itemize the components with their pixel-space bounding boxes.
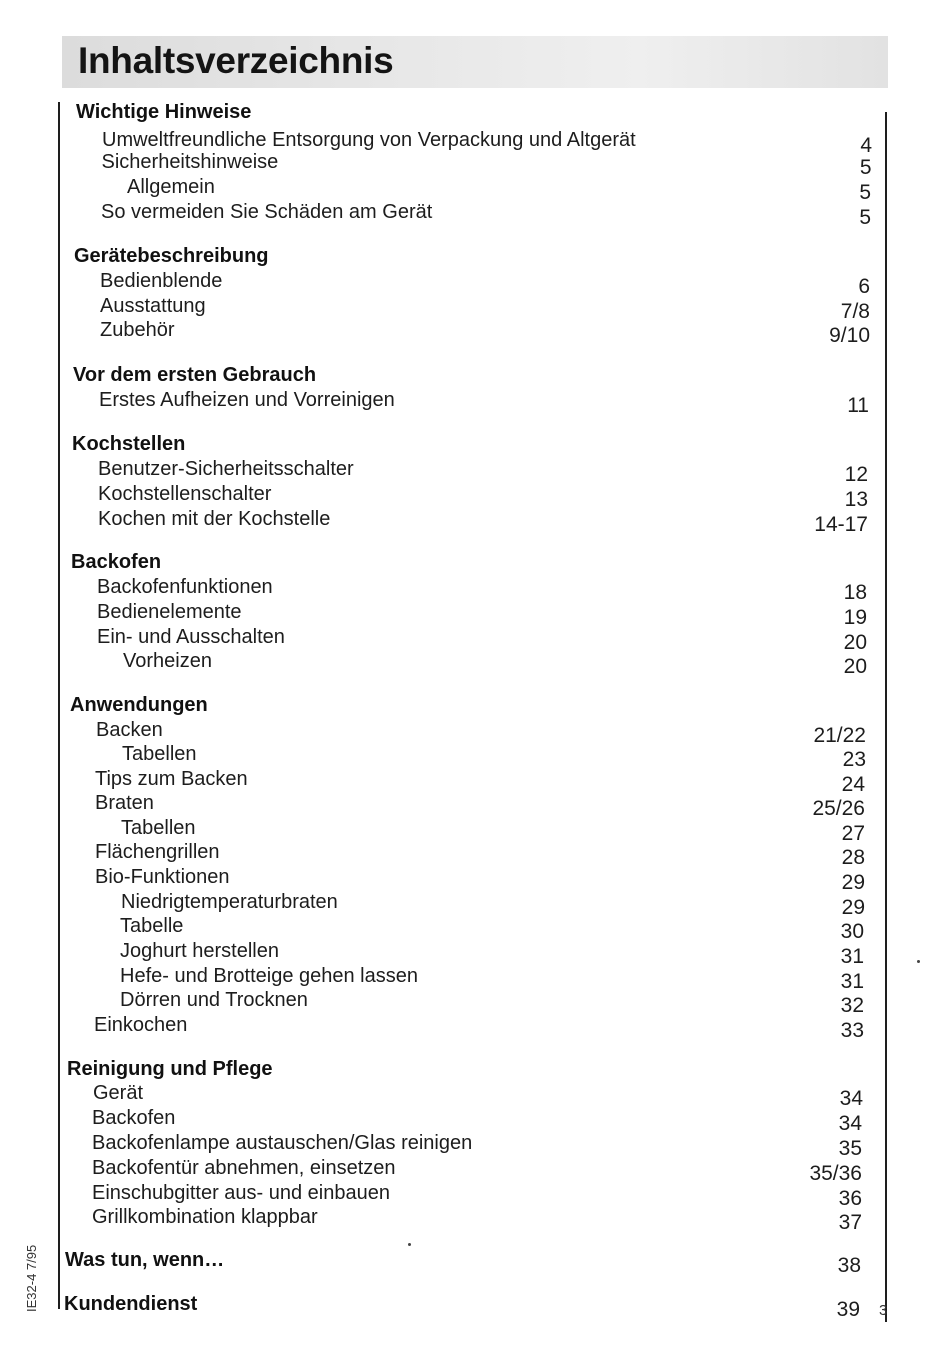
toc-label: Backofen bbox=[92, 1107, 176, 1129]
toc-label: Backen bbox=[96, 719, 163, 741]
toc-label: Einschubgitter aus- und einbauen bbox=[92, 1182, 390, 1204]
toc-page-number: 31 bbox=[840, 970, 864, 993]
toc-entry bbox=[0, 1012, 942, 1042]
toc-label: Einkochen bbox=[94, 1014, 188, 1036]
toc-section-heading bbox=[0, 1056, 941, 1082]
toc-label: Kochen mit der Kochstelle bbox=[98, 508, 331, 530]
toc-entry bbox=[0, 717, 944, 747]
print-speck bbox=[917, 960, 920, 963]
toc-page-number: 37 bbox=[838, 1211, 862, 1234]
document-code: IE32-4 7/95 bbox=[24, 1244, 39, 1312]
toc-entry bbox=[0, 456, 946, 486]
toc-entry bbox=[0, 741, 944, 771]
toc-page-number: 21/22 bbox=[813, 724, 866, 747]
toc-label: Vor dem ersten Gebrauch bbox=[73, 364, 317, 386]
toc-label: Zubehör bbox=[100, 319, 175, 341]
toc-page-number: 30 bbox=[840, 920, 864, 943]
page-title: Inhaltsverzeichnis bbox=[78, 40, 394, 81]
toc-page-number: 28 bbox=[841, 846, 865, 869]
toc-label: Dörren und Trocknen bbox=[120, 989, 308, 1011]
toc-label: Hefe- und Brotteige gehen lassen bbox=[120, 965, 418, 987]
toc-entry bbox=[0, 1204, 940, 1234]
toc-section-heading bbox=[0, 99, 950, 125]
toc-entry bbox=[0, 481, 946, 511]
toc-page-number: 27 bbox=[841, 822, 865, 845]
toc-label: Sicherheitshinweise bbox=[101, 151, 279, 173]
toc-section-heading bbox=[0, 549, 945, 575]
toc-page-number: 29 bbox=[841, 871, 865, 894]
toc-label: Umweltfreundliche Entsorgung von Verpackung und Altgerät bbox=[102, 129, 636, 151]
toc-label: Braten bbox=[95, 792, 154, 814]
toc-label: Kundendienst bbox=[64, 1293, 198, 1315]
toc-page-number: 25/26 bbox=[812, 797, 865, 820]
toc-label: Niedrigtemperaturbraten bbox=[121, 891, 338, 913]
toc-entry bbox=[0, 790, 943, 820]
toc-page-number: 6 bbox=[858, 275, 870, 298]
toc-entry bbox=[0, 1130, 940, 1160]
toc-label: Gerätebeschreibung bbox=[74, 245, 269, 267]
toc-label: Tips zum Backen bbox=[95, 768, 248, 790]
toc-entry bbox=[0, 624, 945, 654]
toc-label: Anwendungen bbox=[70, 694, 208, 716]
toc-page-number: 20 bbox=[843, 631, 867, 654]
toc-page-number: 19 bbox=[843, 606, 867, 629]
page-number: 3 bbox=[879, 1302, 888, 1319]
toc-entry bbox=[0, 766, 943, 796]
toc-entry bbox=[0, 1080, 941, 1110]
toc-page-number: 7/8 bbox=[840, 300, 870, 323]
toc-section-heading bbox=[0, 692, 944, 718]
toc-page-number: 14-17 bbox=[814, 513, 868, 536]
toc-section-heading bbox=[0, 431, 946, 457]
toc-label: Ein- und Ausschalten bbox=[97, 626, 285, 648]
toc-label: Allgemein bbox=[127, 176, 215, 198]
toc-section-heading bbox=[0, 1247, 939, 1277]
toc-entry bbox=[0, 1105, 940, 1135]
toc-page-number: 35/36 bbox=[809, 1162, 862, 1185]
toc-page-number: 38 bbox=[837, 1254, 861, 1277]
toc-entry bbox=[0, 317, 948, 347]
toc-entry bbox=[0, 293, 948, 323]
toc-page-number: 36 bbox=[838, 1187, 862, 1210]
toc-label: Bio-Funktionen bbox=[95, 866, 230, 888]
toc-label: Reinigung und Pflege bbox=[67, 1058, 273, 1080]
toc-page-number: 32 bbox=[840, 994, 864, 1017]
toc-entry bbox=[0, 174, 949, 204]
toc-label: Bedienblende bbox=[100, 270, 223, 292]
toc-page-number: 33 bbox=[840, 1019, 864, 1042]
toc-page-number: 18 bbox=[843, 581, 867, 604]
toc-label: Tabelle bbox=[120, 915, 184, 937]
toc-section-heading bbox=[0, 362, 947, 388]
toc-page-number: 39 bbox=[836, 1298, 860, 1321]
toc-page-number: 5 bbox=[859, 206, 871, 229]
toc-entry bbox=[0, 574, 945, 604]
print-speck bbox=[408, 1243, 411, 1246]
toc-entry bbox=[0, 199, 949, 229]
toc-entry bbox=[0, 1180, 940, 1210]
toc-label: Kochstellen bbox=[72, 433, 186, 455]
toc-label: Backofenfunktionen bbox=[97, 576, 273, 598]
toc-entry bbox=[0, 599, 945, 629]
toc-entry bbox=[0, 889, 943, 919]
toc-label: Gerät bbox=[93, 1082, 144, 1104]
toc-page-number: 31 bbox=[840, 945, 864, 968]
toc-label: Grillkombination klappbar bbox=[92, 1206, 318, 1228]
toc-page-number: 12 bbox=[844, 463, 868, 486]
toc-label: Joghurt herstellen bbox=[120, 940, 279, 962]
toc-page-number: 23 bbox=[842, 748, 866, 771]
toc-entry bbox=[0, 815, 943, 845]
toc-page-number: 20 bbox=[843, 655, 867, 678]
toc-entry bbox=[0, 864, 943, 894]
toc-page-number: 24 bbox=[841, 773, 865, 796]
toc-entry bbox=[0, 987, 942, 1017]
toc-entry bbox=[0, 1155, 940, 1185]
toc-entry bbox=[0, 839, 943, 869]
toc-entry bbox=[0, 506, 946, 536]
toc-label: Erstes Aufheizen und Vorreinigen bbox=[99, 389, 395, 411]
toc-label: Bedienelemente bbox=[97, 601, 242, 623]
toc-label: Backofen bbox=[71, 551, 162, 573]
toc-label: Kochstellenschalter bbox=[98, 483, 272, 505]
toc-label: Was tun, wenn… bbox=[65, 1249, 225, 1271]
toc-page-number: 9/10 bbox=[829, 324, 870, 347]
toc-label: Tabellen bbox=[122, 743, 197, 765]
toc-section-heading bbox=[0, 243, 948, 269]
toc-label: Ausstattung bbox=[100, 295, 206, 317]
toc-label: Vorheizen bbox=[123, 650, 212, 672]
toc-entry bbox=[0, 963, 942, 993]
toc-page-number: 4 bbox=[860, 134, 872, 157]
toc-entry bbox=[0, 149, 950, 179]
toc-page-number: 11 bbox=[847, 394, 869, 417]
toc-label: So vermeiden Sie Schäden am Gerät bbox=[101, 201, 433, 223]
toc-page-number: 5 bbox=[859, 181, 871, 204]
toc-page-number: 34 bbox=[839, 1087, 863, 1110]
toc-entry bbox=[0, 913, 942, 943]
toc-label: Benutzer-Sicherheitsschalter bbox=[98, 458, 354, 480]
toc-label: Flächengrillen bbox=[95, 841, 220, 863]
toc-label: Backofenlampe austauschen/Glas reinigen bbox=[92, 1132, 473, 1154]
toc-page-number: 13 bbox=[844, 488, 868, 511]
toc-entry bbox=[0, 387, 947, 417]
toc-page-number: 34 bbox=[838, 1112, 862, 1135]
toc-entry bbox=[0, 648, 945, 678]
toc-entry bbox=[0, 938, 942, 968]
toc-page-number: 35 bbox=[838, 1137, 862, 1160]
toc-page-number: 29 bbox=[841, 896, 865, 919]
toc-entry bbox=[0, 268, 948, 298]
toc-page-number: 5 bbox=[859, 156, 872, 179]
toc-section-heading bbox=[0, 1291, 938, 1321]
toc-label: Tabellen bbox=[121, 817, 196, 839]
toc-label: Wichtige Hinweise bbox=[76, 101, 252, 123]
toc-label: Backofentür abnehmen, einsetzen bbox=[92, 1157, 396, 1179]
